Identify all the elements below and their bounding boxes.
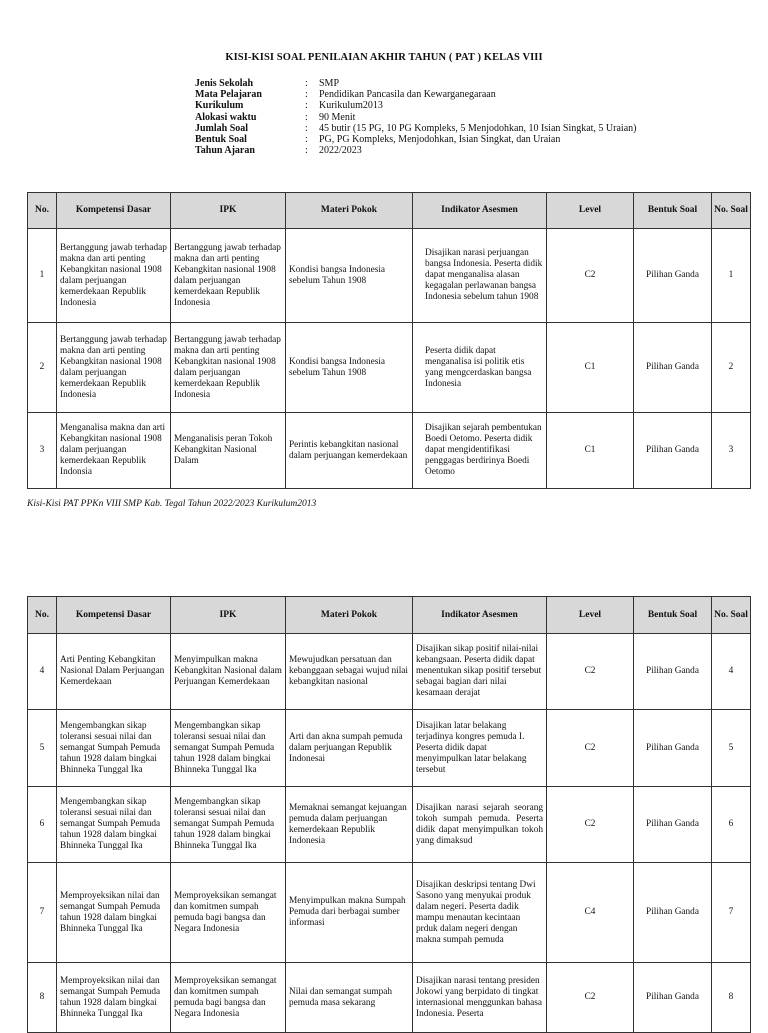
col-header-nosoal: No. Soal bbox=[712, 597, 751, 634]
cell-ipk: Mengembangkan sikap toleransi sesuai nilai dan semangat Sumpah Pemuda tahun 1928 dalam bingkai Bhinneka Tunggal Ika bbox=[171, 787, 286, 863]
cell-no: 6 bbox=[28, 787, 57, 863]
cell-bentuk: Pilihan Ganda bbox=[634, 323, 712, 413]
meta-row bbox=[195, 145, 636, 156]
cell-indikator: Disajikan narasi perjuangan bangsa Indonesia. Peserta didik dapat menganalisa alasan kegagalan perlawanan bangsa Indonesia sebelum tahun 1908 bbox=[413, 229, 547, 323]
cell-indikator: Disajikan narasi sejarah seorang tokoh sumpah pemuda. Peserta didik dapat menyimpulkan tokoh yang dimaksud bbox=[413, 787, 547, 863]
col-header-level: Level bbox=[547, 597, 634, 634]
table-row bbox=[28, 634, 751, 710]
cell-kd: Mengembangkan sikap toleransi sesuai nilai dan semangat Sumpah Pemuda tahun 1928 dalam bingkai Bhinneka Tunggal Ika bbox=[57, 710, 171, 787]
table-row bbox=[28, 863, 751, 963]
col-header-bentuk: Bentuk Soal bbox=[634, 193, 712, 229]
meta-label: Tahun Ajaran bbox=[195, 145, 255, 157]
meta-separator: : bbox=[305, 100, 308, 112]
cell-level: C2 bbox=[547, 963, 634, 1033]
cell-nosoal: 5 bbox=[712, 710, 751, 787]
table-row bbox=[28, 710, 751, 787]
col-header-no: No. bbox=[28, 193, 57, 229]
cell-no: 8 bbox=[28, 963, 57, 1033]
cell-level: C4 bbox=[547, 863, 634, 963]
meta-label: Mata Pelajaran bbox=[195, 89, 262, 101]
cell-materi: Menyimpulkan makna Sumpah Pemuda dari berbagai sumber informasi bbox=[286, 863, 413, 963]
cell-materi: Memaknai semangat kejuangan pemuda dalam perjuangan kemerdekaan Republik Indonesia bbox=[286, 787, 413, 863]
cell-no: 4 bbox=[28, 634, 57, 710]
meta-value: PG, PG Kompleks, Menjodohkan, Isian Singkat, dan Uraian bbox=[319, 134, 561, 146]
cell-nosoal: 8 bbox=[712, 963, 751, 1033]
meta-row bbox=[195, 123, 636, 134]
cell-kd: Memproyeksikan nilai dan semangat Sumpah Pemuda tahun 1928 dalam bingkai Bhinneka Tunggal Ika bbox=[57, 963, 171, 1033]
meta-value: Pendidikan Pancasila dan Kewarganegaraan bbox=[319, 89, 496, 101]
meta-label: Kurikulum bbox=[195, 100, 244, 112]
cell-ipk: Menganalisis peran Tokoh Kebangkitan Nasional Dalam bbox=[171, 413, 286, 489]
table-row bbox=[28, 787, 751, 863]
col-header-nosoal: No. Soal bbox=[712, 193, 751, 229]
cell-materi: Nilai dan semangat sumpah pemuda masa sekarang bbox=[286, 963, 413, 1033]
cell-nosoal: 2 bbox=[712, 323, 751, 413]
cell-bentuk: Pilihan Ganda bbox=[634, 634, 712, 710]
cell-kd: Mengembangkan sikap toleransi sesuai nilai dan semangat Sumpah Pemuda tahun 1928 dalam bingkai Bhinneka Tunggal Ika bbox=[57, 787, 171, 863]
cell-indikator: Disajikan deskripsi tentang Dwi Sasono yang menyukai produk dalam negeri. Peserta dadik mampu menautan kecintaan prduk dalam negeri dengan makna sumpah pemuda bbox=[413, 863, 547, 963]
table-header-row bbox=[28, 193, 751, 229]
cell-ipk: Bertanggung jawab terhadap makna dan arti penting Kebangkitan nasional 1908 dalam perjuangan kemerdekaan Republik Indonesia bbox=[171, 229, 286, 323]
meta-row bbox=[195, 134, 636, 145]
col-header-kd: Kompetensi Dasar bbox=[57, 597, 171, 634]
cell-indikator: Disajikan latar belakang terjadinya kongres pemuda I. Peserta didik dapat menyimpulkan latar belakang tersebut bbox=[413, 710, 547, 787]
meta-separator: : bbox=[305, 111, 308, 123]
cell-no: 1 bbox=[28, 229, 57, 323]
cell-bentuk: Pilihan Ganda bbox=[634, 863, 712, 963]
cell-materi: Mewujudkan persatuan dan kebanggaan sebagai wujud nilai kebangkitan nasional bbox=[286, 634, 413, 710]
table-row bbox=[28, 323, 751, 413]
meta-row bbox=[195, 89, 636, 100]
col-header-ipk: IPK bbox=[171, 193, 286, 229]
col-header-materi: Materi Pokok bbox=[286, 193, 413, 229]
col-header-materi: Materi Pokok bbox=[286, 597, 413, 634]
meta-label: Bentuk Soal bbox=[195, 134, 247, 146]
col-header-ipk: IPK bbox=[171, 597, 286, 634]
meta-label: Alokasi waktu bbox=[195, 111, 257, 123]
col-header-bentuk: Bentuk Soal bbox=[634, 597, 712, 634]
cell-level: C2 bbox=[547, 229, 634, 323]
table-row bbox=[28, 229, 751, 323]
cell-level: C1 bbox=[547, 323, 634, 413]
cell-materi: Perintis kebangkitan nasional dalam perjuangan kemerdekaan bbox=[286, 413, 413, 489]
meta-value: 2022/2023 bbox=[319, 145, 362, 157]
cell-bentuk: Pilihan Ganda bbox=[634, 229, 712, 323]
document-meta bbox=[195, 78, 636, 156]
cell-ipk: Mengembangkan sikap toleransi sesuai nilai dan semangat Sumpah Pemuda tahun 1928 dalam bingkai Bhinneka Tunggal Ika bbox=[171, 710, 286, 787]
cell-bentuk: Pilihan Ganda bbox=[634, 710, 712, 787]
cell-nosoal: 4 bbox=[712, 634, 751, 710]
meta-value: SMP bbox=[319, 78, 340, 89]
meta-separator: : bbox=[305, 145, 308, 157]
meta-row bbox=[195, 78, 636, 89]
meta-label: Jenis Sekolah bbox=[195, 78, 254, 89]
meta-separator: : bbox=[305, 78, 308, 89]
meta-separator: : bbox=[305, 89, 308, 101]
cell-materi: Kondisi bangsa Indonesia sebelum Tahun 1908 bbox=[286, 323, 413, 413]
kisi-kisi-table-1 bbox=[27, 192, 751, 489]
cell-indikator: Disajikan narasi tentang presiden Jokowi yang berpidato di tingkat internasional menggunkan bahasa Indonesia. Peserta bbox=[413, 963, 547, 1033]
cell-level: C2 bbox=[547, 787, 634, 863]
cell-level: C2 bbox=[547, 710, 634, 787]
cell-bentuk: Pilihan Ganda bbox=[634, 963, 712, 1033]
col-header-kd: Kompetensi Dasar bbox=[57, 193, 171, 229]
cell-no: 3 bbox=[28, 413, 57, 489]
col-header-indikator: Indikator Asesmen bbox=[413, 193, 547, 229]
cell-no: 2 bbox=[28, 323, 57, 413]
cell-kd: Memproyeksikan nilai dan semangat Sumpah Pemuda tahun 1928 dalam bingkai Bhinneka Tunggal Ika bbox=[57, 863, 171, 963]
footer-note: Kisi-Kisi PAT PPKn VIII SMP Kab. Tegal Tahun 2022/2023 Kurikulum2013 bbox=[27, 499, 317, 509]
cell-nosoal: 1 bbox=[712, 229, 751, 323]
table-header-row bbox=[28, 597, 751, 634]
kisi-kisi-table-2 bbox=[27, 596, 751, 1033]
cell-bentuk: Pilihan Ganda bbox=[634, 413, 712, 489]
cell-level: C1 bbox=[547, 413, 634, 489]
meta-separator: : bbox=[305, 122, 308, 134]
cell-kd: Arti Penting Kebangkitan Nasional Dalam Perjuangan Kemerdekaan bbox=[57, 634, 171, 710]
meta-value: 90 Menit bbox=[319, 111, 356, 123]
cell-nosoal: 7 bbox=[712, 863, 751, 963]
meta-separator: : bbox=[305, 134, 308, 146]
cell-kd: Bertanggung jawab terhadap makna dan arti penting Kebangkitan nasional 1908 dalam perjuangan kemerdekaan Republik Indonesia bbox=[57, 229, 171, 323]
cell-ipk: Bertanggung jawab terhadap makna dan arti penting Kebangkitan nasional 1908 dalam perjuangan kemerdekaan Republik Indonesia bbox=[171, 323, 286, 413]
cell-no: 7 bbox=[28, 863, 57, 963]
cell-ipk: Memproyeksikan semangat dan komitmen sumpah pemuda bagi bangsa dan Negara Indonesia bbox=[171, 863, 286, 963]
col-header-level: Level bbox=[547, 193, 634, 229]
table-row bbox=[28, 963, 751, 1033]
cell-kd: Bertanggung jawab terhadap makna dan arti penting Kebangkitan nasional 1908 dalam perjuangan kemerdekaan Republik Indonesia bbox=[57, 323, 171, 413]
meta-row bbox=[195, 100, 636, 111]
cell-bentuk: Pilihan Ganda bbox=[634, 787, 712, 863]
col-header-indikator: Indikator Asesmen bbox=[413, 597, 547, 634]
cell-indikator: Disajikan sejarah pembentukan Boedi Oetomo. Peserta didik dapat mengidentifikasi penggagas berdirinya Boedi Oetomo bbox=[413, 413, 547, 489]
page-title: KISI-KISI SOAL PENILAIAN AKHIR TAHUN ( PAT ) KELAS VIII bbox=[225, 52, 543, 63]
cell-materi: Arti dan akna sumpah pemuda dalam perjuangan Republik Indonesai bbox=[286, 710, 413, 787]
table-row bbox=[28, 413, 751, 489]
cell-indikator: Disajikan sikap positif nilai-nilai kebangsaan. Peserta didik dapat menentukan sikap positif tersebut sebagai bagian dari nilai kesamaan derajat bbox=[413, 634, 547, 710]
cell-nosoal: 6 bbox=[712, 787, 751, 863]
cell-no: 5 bbox=[28, 710, 57, 787]
meta-value: Kurikulum2013 bbox=[319, 100, 383, 112]
cell-materi: Kondisi bangsa Indonesia sebelum Tahun 1908 bbox=[286, 229, 413, 323]
cell-kd: Menganalisa makna dan arti Kebangkitan nasional 1908 dalam perjuangan kemerdekaan Republik Indonsia bbox=[57, 413, 171, 489]
cell-ipk: Memproyeksikan semangat dan komitmen sumpah pemuda bagi bangsa dan Negara Indonesia bbox=[171, 963, 286, 1033]
meta-label: Jumlah Soal bbox=[195, 122, 249, 134]
meta-row bbox=[195, 112, 636, 123]
cell-ipk: Menyimpulkan makna Kebangkitan Nasional dalam Perjuangan Kemerdekaan bbox=[171, 634, 286, 710]
cell-indikator: Peserta didik dapat menganalisa isi politik etis yang mengcerdaskan bangsa Indonesia bbox=[413, 323, 547, 413]
meta-value: 45 butir (15 PG, 10 PG Kompleks, 5 Menjodohkan, 10 Isian Singkat, 5 Uraian) bbox=[319, 122, 637, 134]
cell-nosoal: 3 bbox=[712, 413, 751, 489]
cell-level: C2 bbox=[547, 634, 634, 710]
col-header-no: No. bbox=[28, 597, 57, 634]
